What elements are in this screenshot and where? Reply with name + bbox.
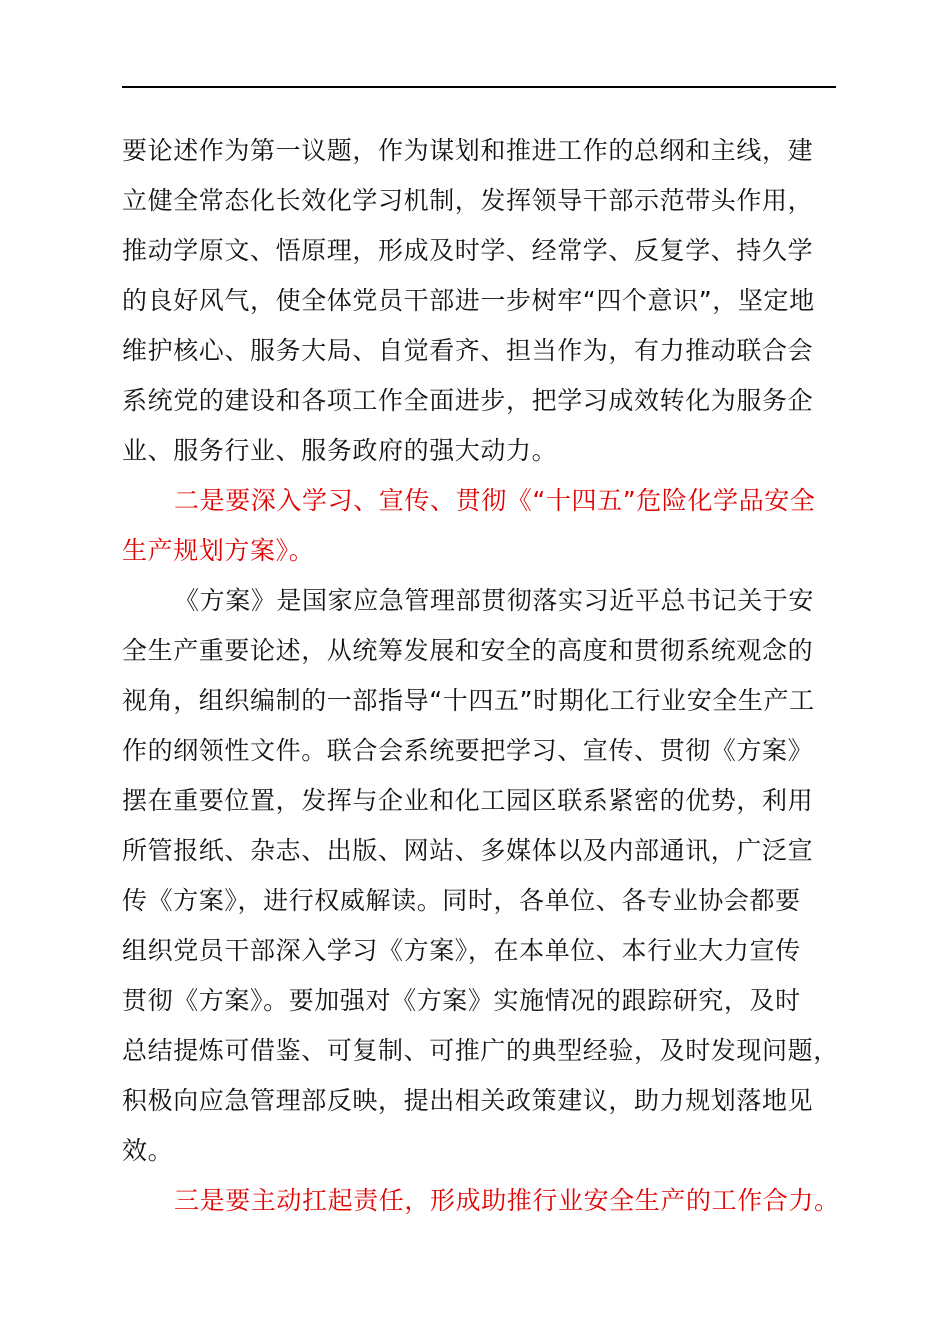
section-heading-3 [122,1176,862,1226]
paragraph-line: 业、服务行业、服务政府的强大动力。 [122,436,558,465]
heading-line: 生产规划方案》。 [122,536,315,565]
paragraph-line: 摆在重要位置，发挥与企业和化工园区联系紧密的优势，利用 [122,786,814,815]
paragraph-line: 传《方案》，进行权威解读。同时，各单位、各专业协会都要 [122,886,801,915]
paragraph-line: 总结提炼可借鉴、可复制、可推广的典型经验，及时发现问题， [122,1036,839,1065]
paragraph-line: 的良好风气，使全体党员干部进一步树牢“四个意识”，坚定地 [122,286,815,315]
paragraph-1 [122,126,862,476]
paragraph-line: 所管报纸、杂志、出版、网站、多媒体以及内部通讯，广泛宣 [122,836,814,865]
paragraph-line: 全生产重要论述，从统筹发展和安全的高度和贯彻系统观念的 [122,636,814,665]
section-heading-2 [122,476,862,576]
heading-line: 三是要主动扛起责任，形成助推行业安全生产的工作合力。 [174,1186,840,1215]
paragraph-line: 《方案》是国家应急管理部贯彻落实习近平总书记关于安 [174,586,815,615]
paragraph-line: 立健全常态化长效化学习机制，发挥领导干部示范带头作用， [122,186,814,215]
paragraph-line: 组织党员干部深入学习《方案》，在本单位、本行业大力宣传 [122,936,801,965]
paragraph-line: 系统党的建设和各项工作全面进步，把学习成效转化为服务企 [122,386,814,415]
document-body [122,126,862,1226]
header-rule [122,86,836,88]
paragraph-line: 作的纲领性文件。联合会系统要把学习、宣传、贯彻《方案》 [122,736,814,765]
paragraph-line: 要论述作为第一议题，作为谋划和推进工作的总纲和主线，建 [122,136,814,165]
paragraph-line: 推动学原文、悟原理，形成及时学、经常学、反复学、持久学 [122,236,814,265]
paragraph-line: 维护核心、服务大局、自觉看齐、担当作为，有力推动联合会 [122,336,814,365]
paragraph-line: 积极向应急管理部反映，提出相关政策建议，助力规划落地见 [122,1086,814,1115]
paragraph-2 [122,576,862,1176]
paragraph-line: 视角，组织编制的一部指导“十四五”时期化工行业安全生产工 [122,686,815,715]
heading-line: 二是要深入学习、宣传、贯彻《“十四五”危险化学品安全 [174,486,816,515]
paragraph-line: 效。 [122,1136,174,1165]
paragraph-line: 贯彻《方案》。要加强对《方案》实施情况的跟踪研究，及时 [122,986,801,1015]
